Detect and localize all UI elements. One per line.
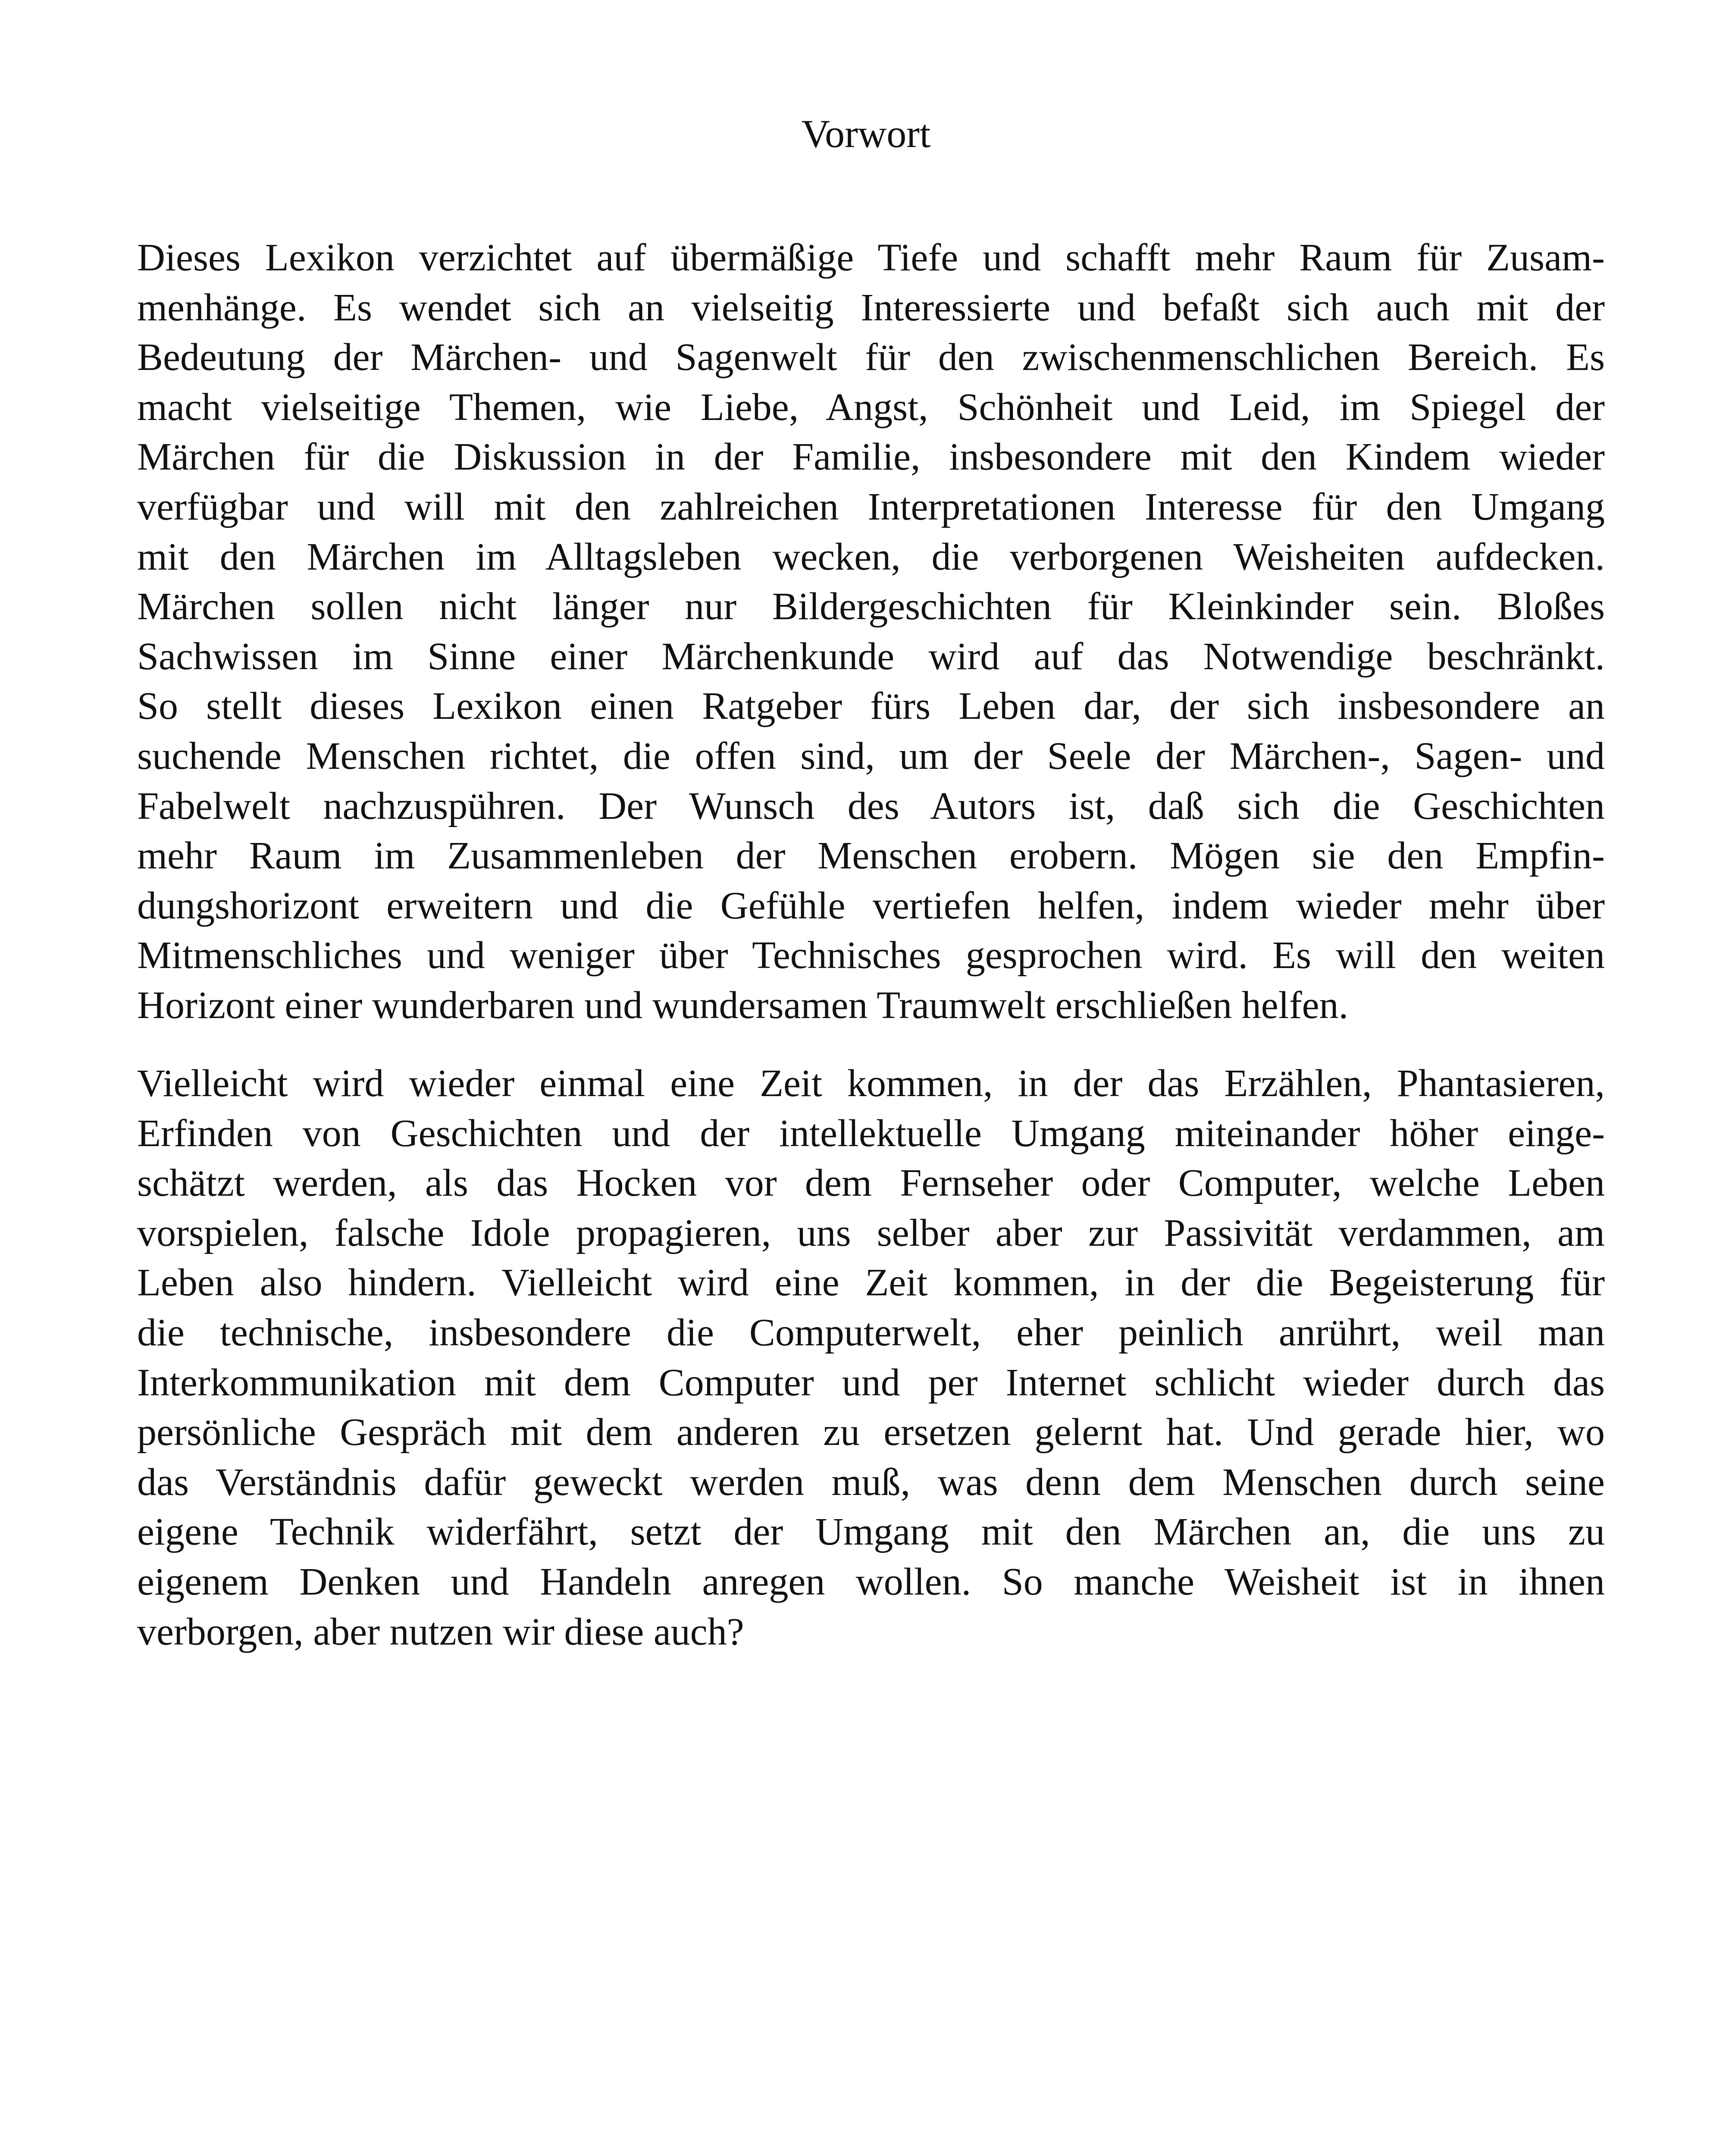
text-line: verborgen, aber nutzen wir diese auch?: [137, 1610, 744, 1653]
text-line: mehr Raum im Zusammenleben der Menschen erobern. Mögen sie den Empfin-: [137, 834, 1605, 877]
text-line: eigenem Denken und Handeln anregen wollen. So manche Weisheit ist in ihnen: [137, 1560, 1605, 1603]
text-line: Dieses Lexikon verzichtet auf übermäßige Tiefe und schafft mehr Raum für Zusam-: [137, 236, 1605, 279]
text-line: persönliche Gespräch mit dem anderen zu ersetzen gelernt hat. Und gerade hier, wo: [137, 1411, 1605, 1454]
text-line: Märchen sollen nicht länger nur Bildergeschichten für Kleinkinder sein. Bloßes: [137, 585, 1605, 628]
text-line: Märchen für die Diskussion in der Familie, insbesondere mit den Kindem wieder: [137, 436, 1605, 479]
paragraph-2: [137, 1059, 1605, 1657]
text-line: Erfinden von Geschichten und der intellektuelle Umgang miteinander höher einge-: [137, 1112, 1605, 1155]
text-line: dungshorizont erweitern und die Gefühle vertiefen helfen, indem wieder mehr über: [137, 884, 1605, 927]
text-line: Interkommunikation mit dem Computer und per Internet schlicht wieder durch das: [137, 1361, 1605, 1404]
text-line: menhänge. Es wendet sich an vielseitig Interessierte und befaßt sich auch mit der: [137, 286, 1605, 329]
text-line: Leben also hindern. Vielleicht wird eine Zeit kommen, in der die Begeisterung für: [137, 1261, 1605, 1304]
paragraph-1: [137, 233, 1605, 1031]
text-line: macht vielseitige Themen, wie Liebe, Angst, Schönheit und Leid, im Spiegel der: [137, 385, 1605, 429]
text-line: vorspielen, falsche Idole propagieren, uns selber aber zur Passivität verdammen, am: [137, 1211, 1605, 1254]
text-line: suchende Menschen richtet, die offen sind, um der Seele der Märchen-, Sagen- und: [137, 734, 1605, 777]
text-line: mit den Märchen im Alltagsleben wecken, die verborgenen Weisheiten aufdecken.: [137, 535, 1605, 578]
text-line: die technische, insbesondere die Computerwelt, eher peinlich anrührt, weil man: [137, 1311, 1605, 1354]
text-line: Sachwissen im Sinne einer Märchenkunde wird auf das Notwendige beschränkt.: [137, 635, 1605, 678]
text-line: Bedeutung der Märchen- und Sagenwelt für den zwischenmenschlichen Bereich. Es: [137, 336, 1605, 379]
page-title: Vorwort: [801, 112, 931, 156]
text-line: Horizont einer wunderbaren und wundersamen Traumwelt erschließen helfen.: [137, 984, 1349, 1027]
text-line: Mitmenschliches und weniger über Technisches gesprochen wird. Es will den weiten: [137, 934, 1605, 977]
text-line: Vielleicht wird wieder einmal eine Zeit kommen, in der das Erzählen, Phantasieren,: [137, 1062, 1605, 1105]
text-line: eigene Technik widerfährt, setzt der Umgang mit den Märchen an, die uns zu: [137, 1510, 1605, 1554]
text-line: verfügbar und will mit den zahlreichen Interpretationen Interesse für den Umgang: [137, 485, 1605, 528]
text-line: das Verständnis dafür geweckt werden muß, was denn dem Menschen durch seine: [137, 1460, 1605, 1504]
text-line: Fabelwelt nachzuspühren. Der Wunsch des Autors ist, daß sich die Geschichten: [137, 784, 1605, 827]
text-line: So stellt dieses Lexikon einen Ratgeber fürs Leben dar, der sich insbesondere an: [137, 685, 1605, 728]
text-line: schätzt werden, als das Hocken vor dem Fernseher oder Computer, welche Leben: [137, 1162, 1605, 1205]
